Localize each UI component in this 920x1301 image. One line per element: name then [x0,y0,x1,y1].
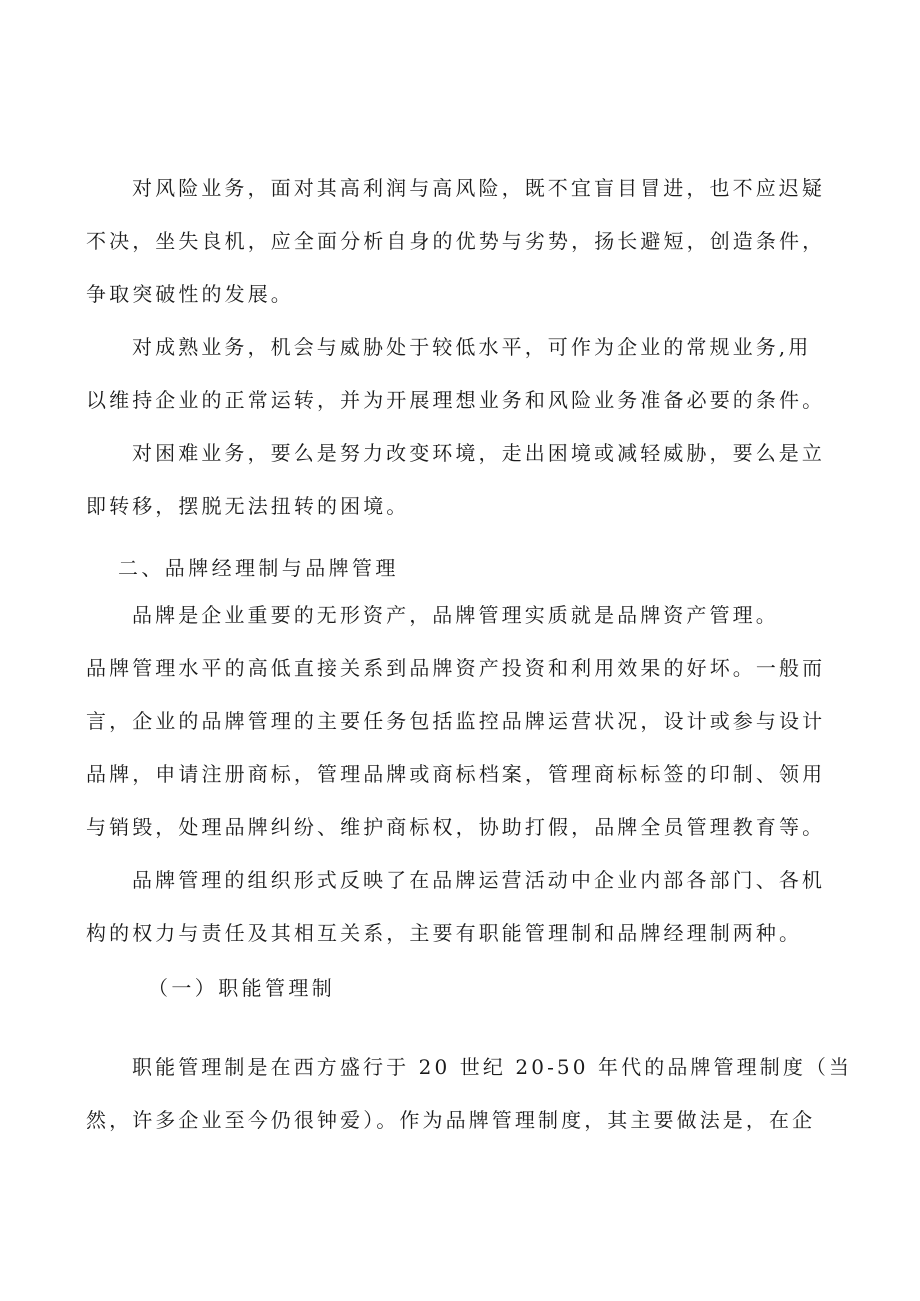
paragraph-functional-management-line-2: 然，许多企业至今仍很钟爱）。作为品牌管理制度，其主要做法是，在企 [86,1108,816,1132]
paragraph-brand-management-line-2: 言，企业的品牌管理的主要任务包括监控品牌运营状况，设计或参与设计 [86,709,826,733]
paragraph-org-form-line-1: 品牌管理的组织形式反映了在品牌运营活动中企业内部各部门、各机 [132,868,825,892]
paragraph-risk-business-line-3: 争取突破性的发展。 [86,282,294,306]
paragraph-brand-management-line-1: 品牌管理水平的高低直接关系到品牌资产投资和利用效果的好坏。一般而 [86,656,826,680]
paragraph-org-form-line-2: 构的权力与责任及其相互关系，主要有职能管理制和品牌经理制两种。 [86,921,803,945]
paragraph-mature-business-line-1: 对成熟业务，机会与威胁处于较低水平，可作为企业的常规业务,用 [132,335,812,359]
paragraph-mature-business-line-2: 以维持企业的正常运转，并为开展理想业务和风险业务准备必要的条件。 [86,388,826,412]
paragraph-difficult-business-line-1: 对困难业务，要么是努力改变环境，走出困境或减轻威胁，要么是立 [132,441,825,465]
section-heading-brand-manager-system: 二、品牌经理制与品牌管理 [118,556,399,580]
paragraph-functional-management-line-1: 职能管理制是在西方盛行于 20 世纪 20-50 年代的品牌管理制度（当 [132,1055,853,1079]
paragraph-risk-business-line-2: 不决，坐失良机，应全面分析自身的优势与劣势，扬长避短，创造条件， [86,229,826,253]
paragraph-risk-business-line-1: 对风险业务，面对其高利润与高风险，既不宜盲目冒进，也不应迟疑 [132,176,825,200]
paragraph-brand-management-line-4: 与销毁，处理品牌纠纷、维护商标权，协助打假，品牌全员管理教育等。 [86,815,826,839]
paragraph-brand-asset-line-1: 品牌是企业重要的无形资产，品牌管理实质就是品牌资产管理。 [132,603,779,627]
paragraph-brand-management-line-3: 品牌，申请注册商标，管理品牌或商标档案，管理商标标签的印制、领用 [86,762,826,786]
paragraph-difficult-business-line-2: 即转移，摆脱无法扭转的困境。 [86,494,410,518]
subsection-heading-functional-management: （一）职能管理制 [148,976,336,1000]
